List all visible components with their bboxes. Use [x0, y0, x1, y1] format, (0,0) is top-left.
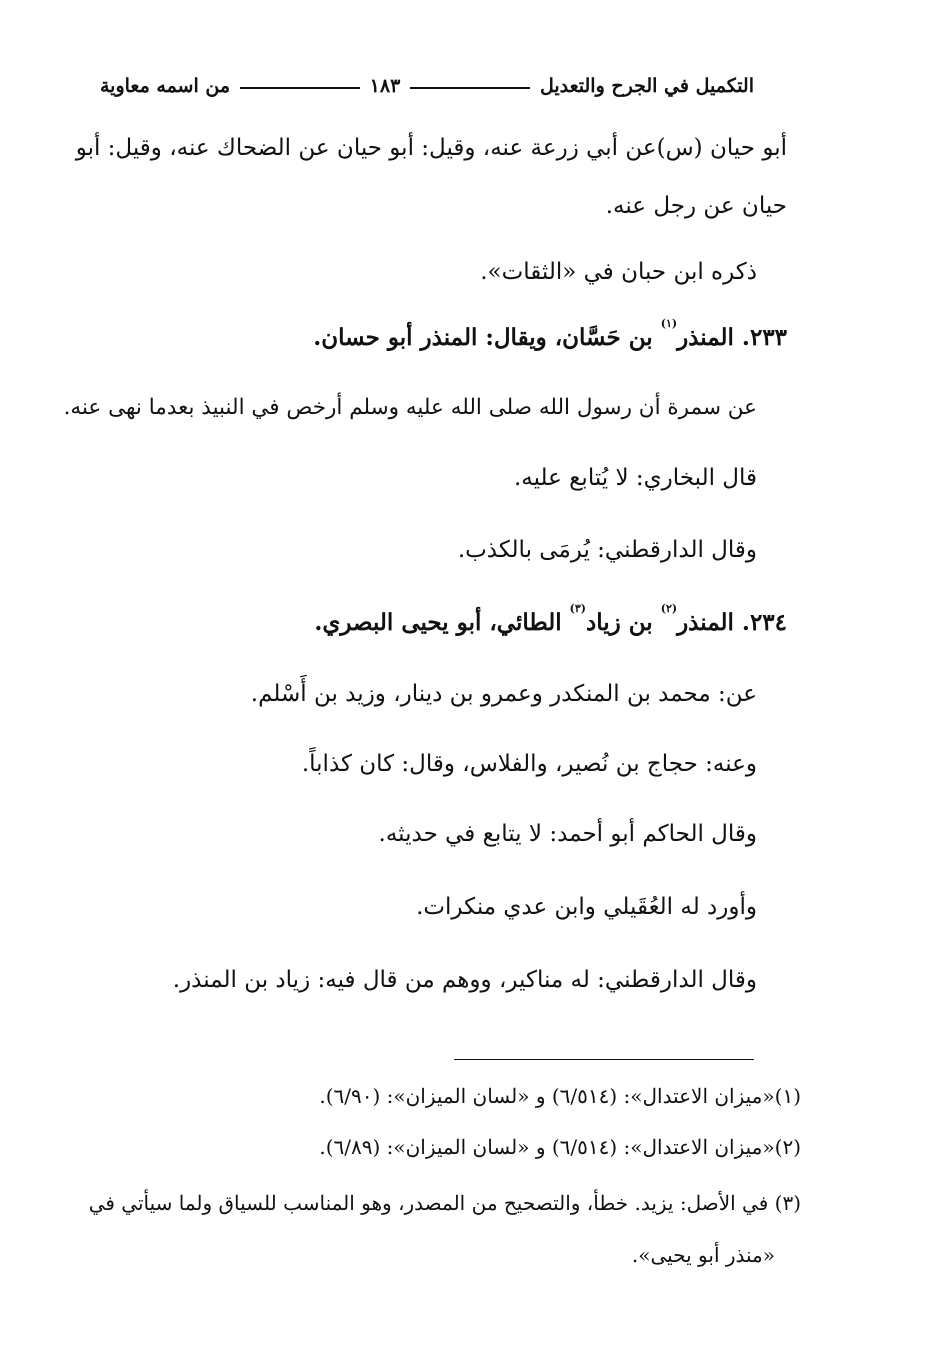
body-line-2: حيان عن رجل عنه. [605, 193, 787, 219]
entry-234-number: ٢٣٤. [741, 609, 787, 636]
header-book-title: التكميل في الجرح والتعديل [539, 75, 754, 97]
header-rule-right [410, 87, 530, 89]
footnote-ref-1: (١) [660, 317, 678, 330]
body-line-1: أبو حيان (س)عن أبي زرعة عنه، وقيل: أبو حيان عن الضحاك عنه، وقيل: أبو [75, 135, 787, 161]
running-header [100, 64, 754, 108]
body-line-6: قال البخاري: لا يُتابع عليه. [513, 465, 757, 491]
body-line-11: وقال الحاكم أبو أحمد: لا يتابع في حديثه. [378, 821, 757, 847]
entry-234-heading [314, 603, 787, 643]
entry-233-number: ٢٣٣. [741, 324, 787, 351]
header-section-title: من اسمه معاوية [99, 75, 231, 97]
header-rule-left [240, 87, 360, 89]
footnote-3-line-2: «منذر أبو يحيى». [631, 1243, 775, 1267]
footnote-1: (١)«ميزان الاعتدال»: (٦/٥١٤) و «لسان الميزان»: (٦/٩٠). [319, 1084, 801, 1108]
entry-233-name-a: المنذر [677, 324, 734, 351]
entry-233-name-b: بن حَسَّان، ويقال: المنذر أبو حسان. [313, 324, 653, 351]
header-page-number: ١٨٣ [369, 75, 401, 97]
body-line-12: وأورد له العُقَيلي وابن عدي منكرات. [416, 894, 757, 920]
body-line-3: ذكره ابن حبان في «الثقات». [480, 259, 757, 285]
footnote-3-line-1: (٣) في الأصل: يزيد. خطأ، والتصحيح من المصدر، وهو المناسب للسياق ولما سيأتي في [88, 1191, 801, 1215]
body-line-5: عن سمرة أن رسول الله صلى الله عليه وسلم أرخص في النبيذ بعدما نهى عنه. [63, 395, 757, 420]
footnote-ref-3: (٣) [569, 602, 587, 615]
footnote-2: (٢)«ميزان الاعتدال»: (٦/٥١٤) و «لسان الميزان»: (٦/٨٩). [319, 1135, 801, 1159]
body-line-9: عن: محمد بن المنكدر وعمرو بن دينار، وزيد بن أَسْلم. [250, 681, 757, 707]
body-line-7: وقال الدارقطني: يُرمَى بالكذب. [457, 537, 757, 563]
entry-234-name-a: المنذر [677, 609, 734, 636]
entry-234-name-b: بن زياد [586, 609, 653, 636]
body-line-10: وعنه: حجاج بن نُصير، والفلاس، وقال: كان كذاباً. [301, 751, 757, 777]
entry-234-name-c: الطائي، أبو يحيى البصري. [314, 609, 562, 636]
footnote-ref-2: (٢) [660, 602, 678, 615]
entry-233-heading [313, 318, 787, 358]
body-line-13: وقال الدارقطني: له مناكير، ووهم من قال فيه: زياد بن المنذر. [172, 967, 757, 993]
footnote-separator [454, 1059, 754, 1060]
